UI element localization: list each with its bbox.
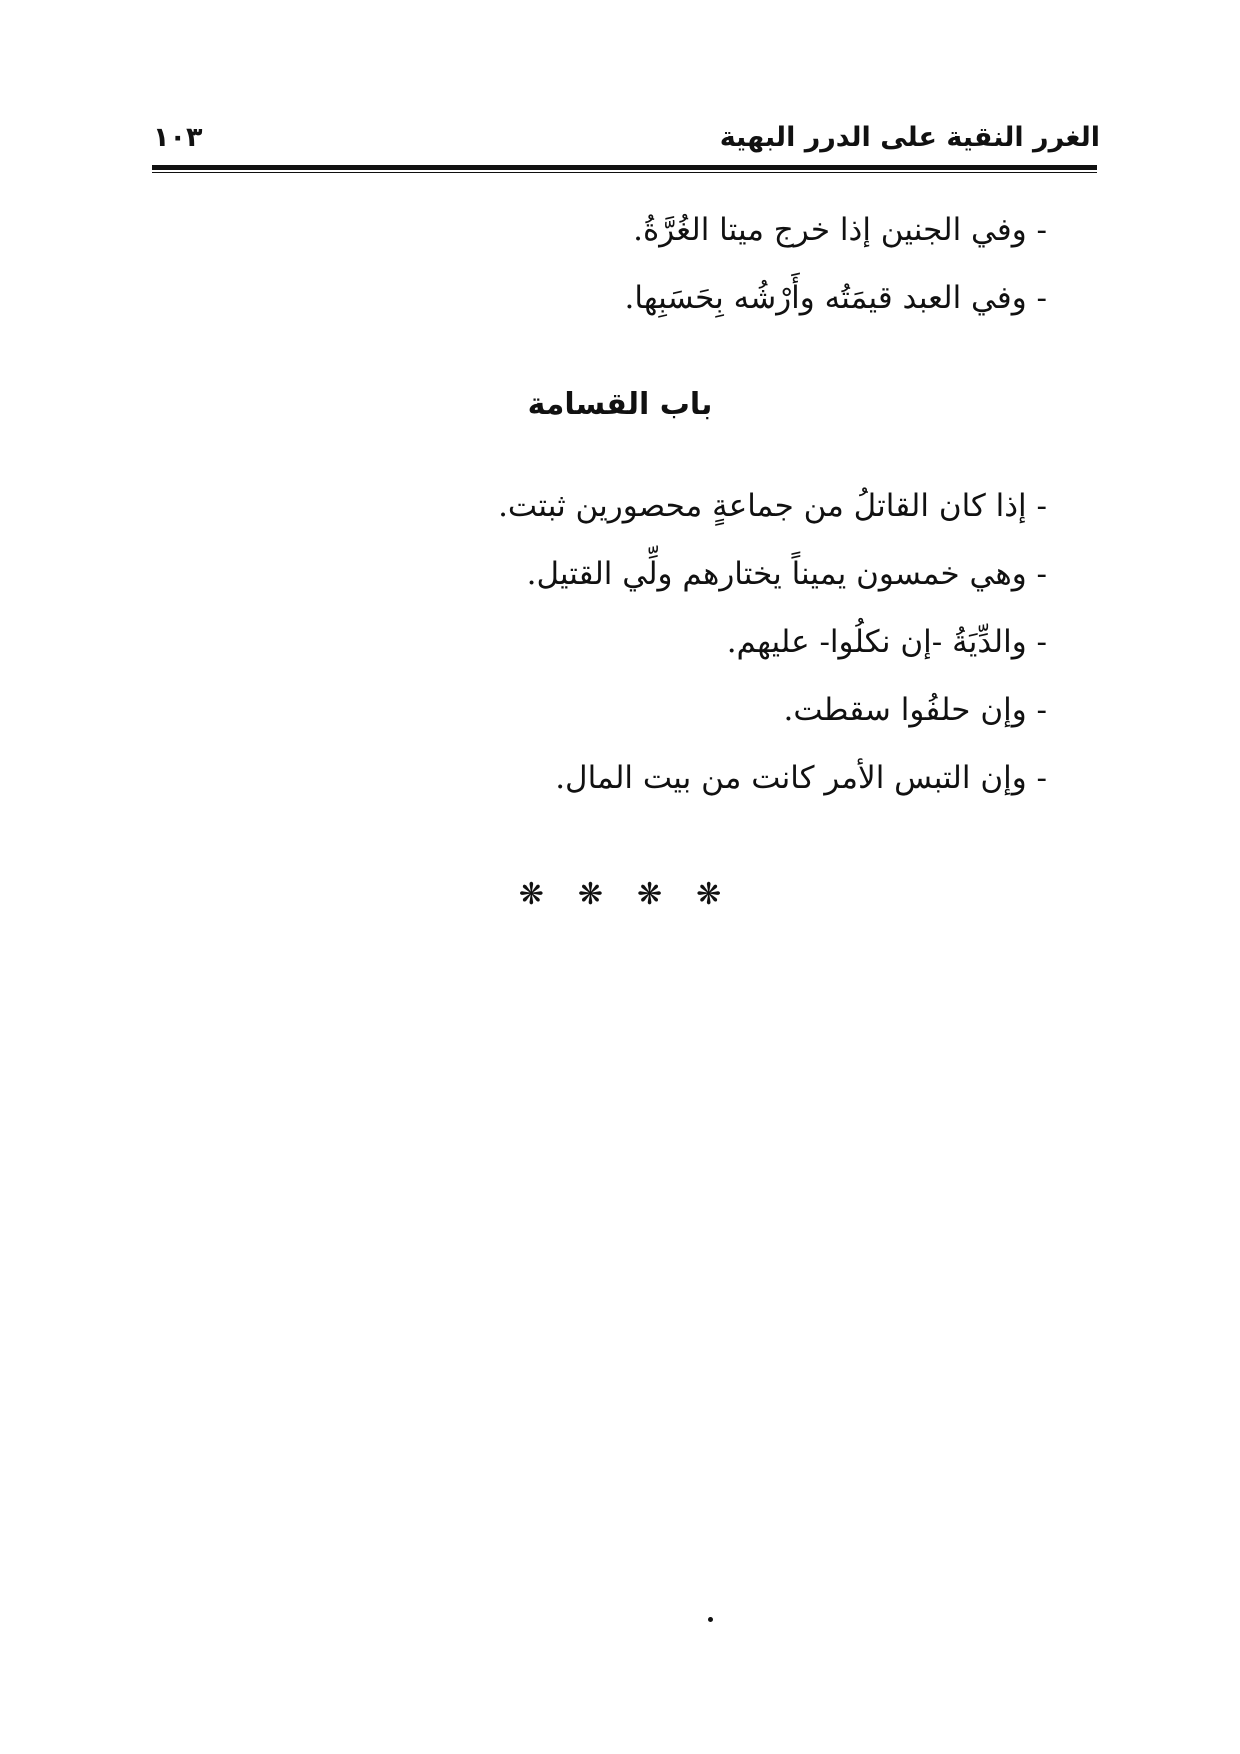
section-line-3: - والدِّيَةُ -إن نكلُوا- عليهم. <box>726 624 1047 660</box>
section-line-2: - وهي خمسون يميناً يختارهم ولِّي القتيل. <box>526 556 1047 592</box>
section-line-1: - إذا كان القاتلُ من جماعةٍ محصورين ثبتت. <box>498 488 1047 524</box>
header-rule-thick <box>152 165 1097 170</box>
text-line-2: - وفي العبد قيمَتُه وأَرْشُه بِحَسَبِها. <box>624 280 1047 316</box>
section-title: باب القسامة <box>527 387 713 422</box>
header-rule-thin <box>152 172 1097 173</box>
running-title: الغرر النقية على الدرر البهية <box>719 122 1100 153</box>
text-line-1: - وفي الجنين إذا خرج ميتا الغُرَّةُ. <box>633 212 1047 248</box>
footer-dot <box>708 1617 713 1622</box>
page-number: ١٠٣ <box>153 122 203 153</box>
section-line-4: - وإن حلفُوا سقطت. <box>783 692 1047 728</box>
asterisk-separator: ❋❋❋❋ <box>518 877 756 912</box>
section-line-5: - وإن التبس الأمر كانت من بيت المال. <box>555 760 1047 796</box>
